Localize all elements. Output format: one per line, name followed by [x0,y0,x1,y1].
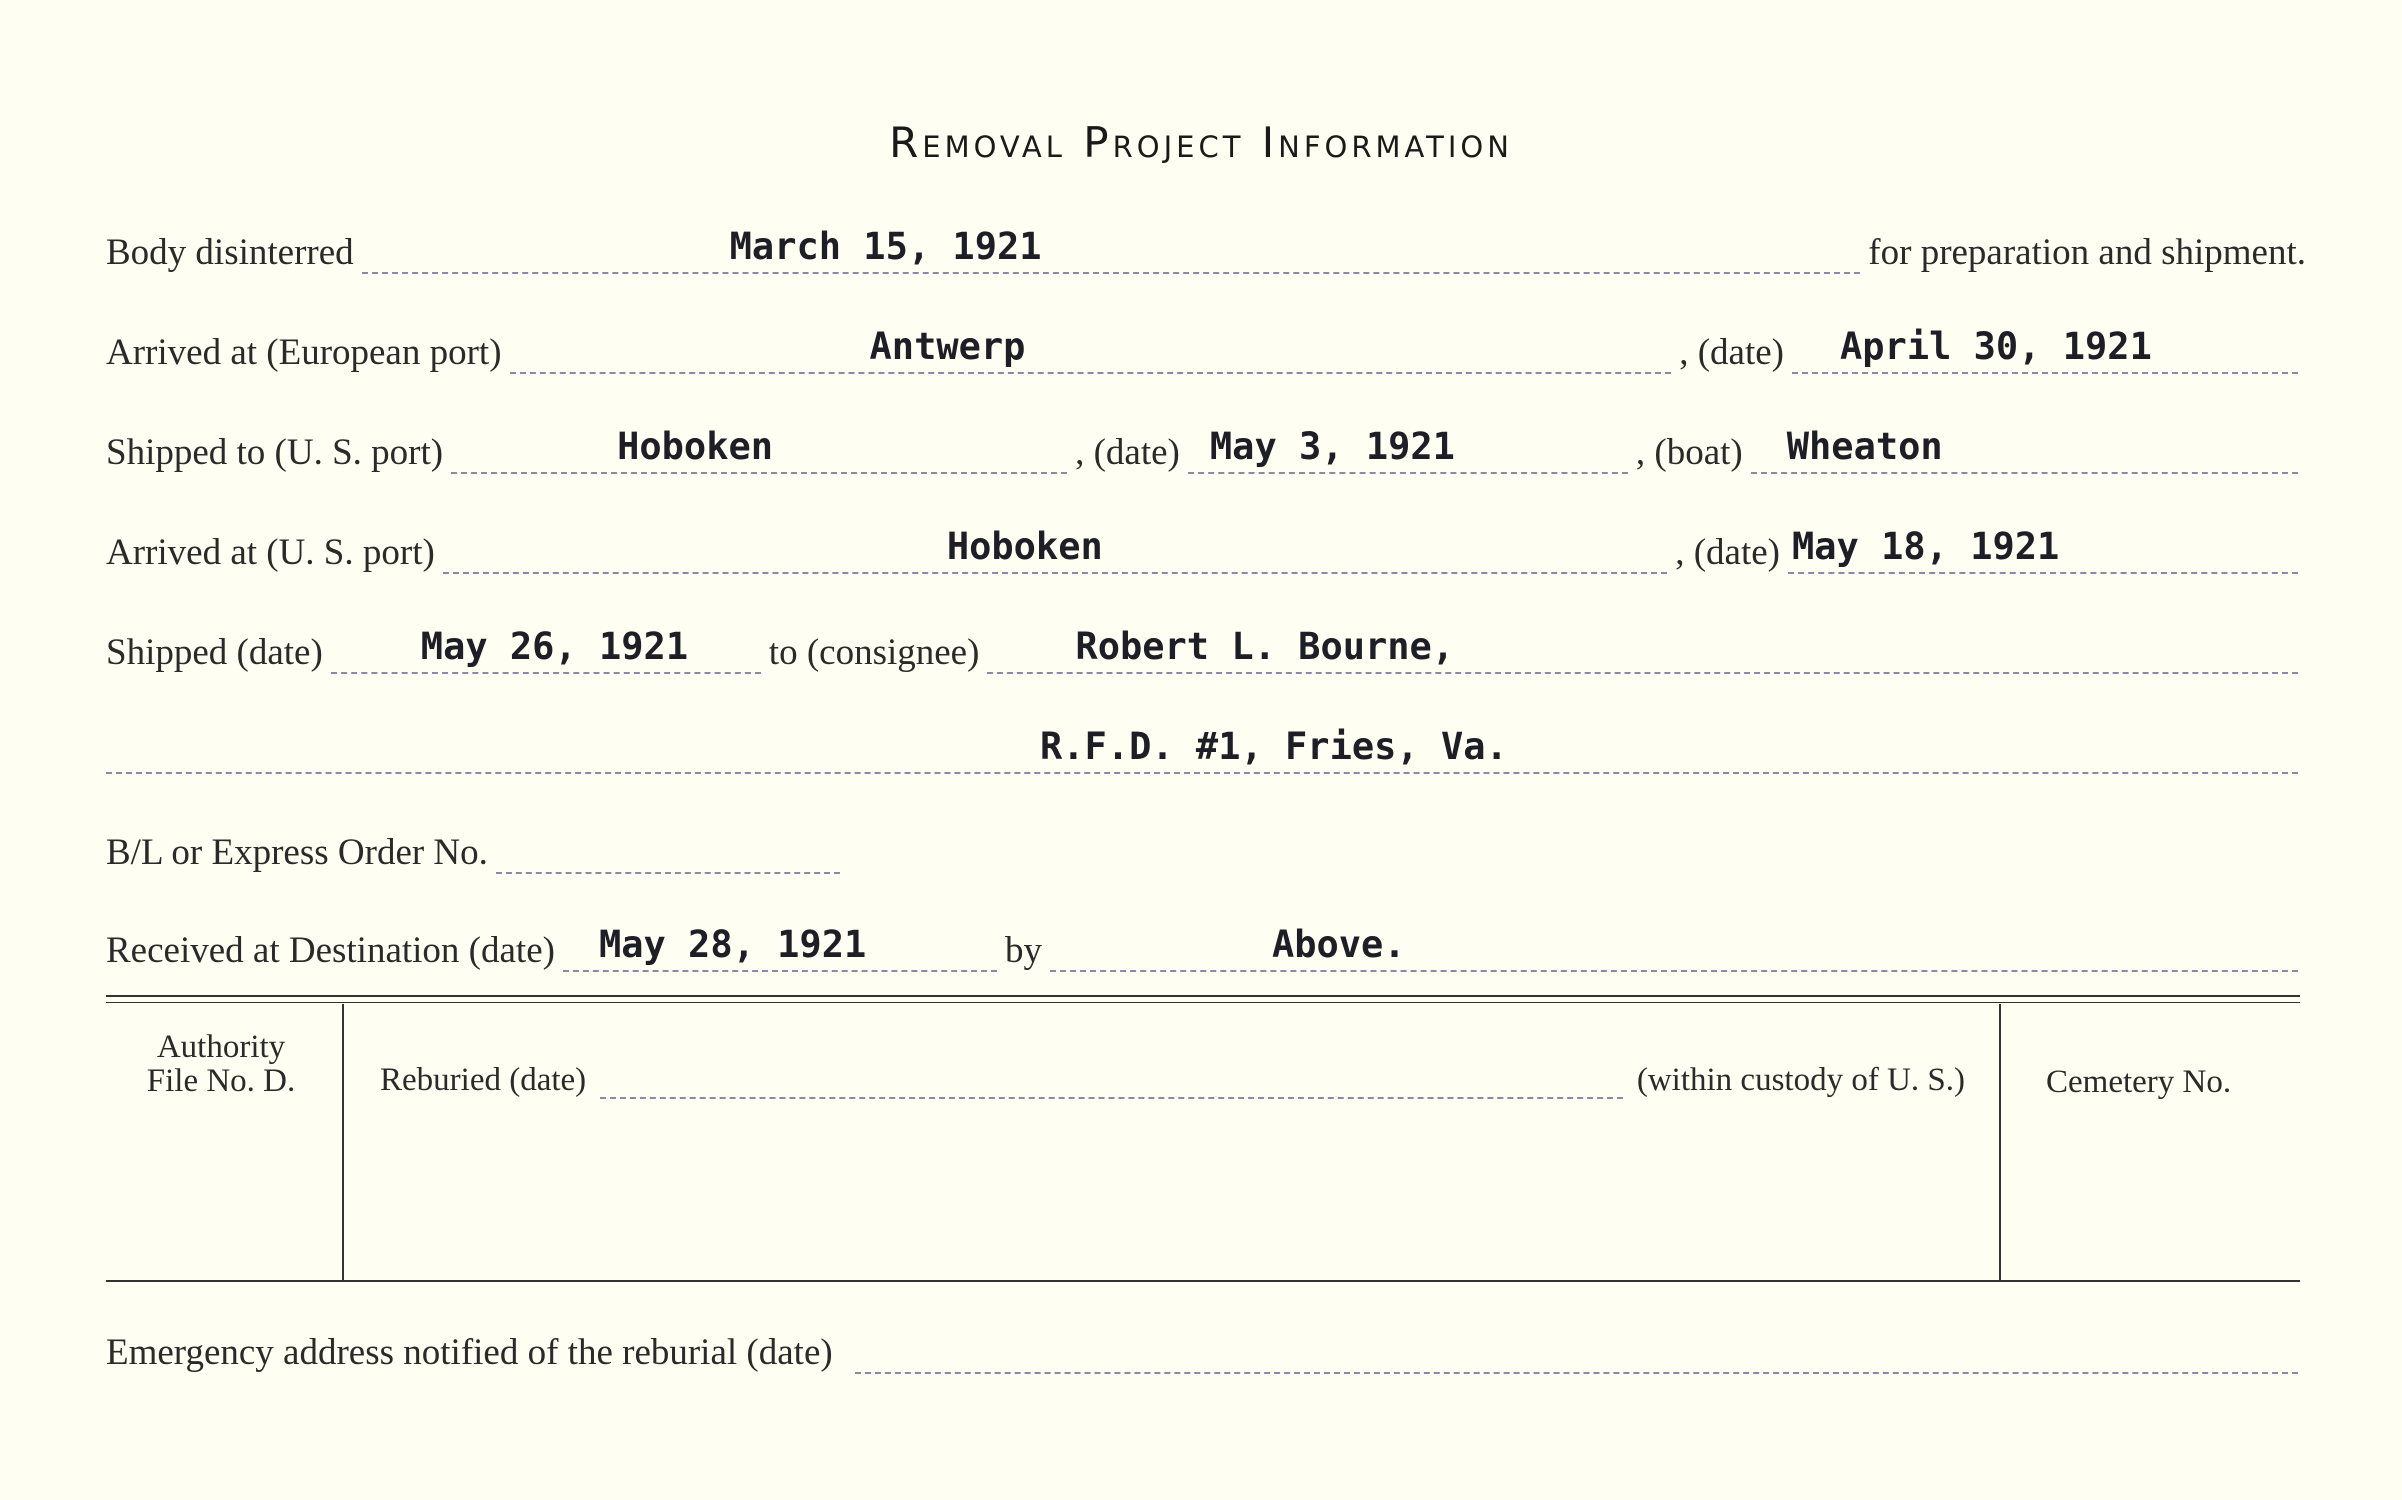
row-received [106,920,2306,972]
authority-line1: Authority [156,1029,286,1065]
box-top-rule [106,995,2300,997]
european-port-field[interactable] [510,325,1672,374]
consignee-field[interactable] [987,625,2298,674]
reburied-label: Reburied (date) [380,1062,587,1098]
shipped-us-date-value: May 3, 1921 [1209,425,1455,468]
row-bl-order [106,822,2306,874]
us-port-field[interactable] [451,425,1067,474]
arrived-us-port-value: Hoboken [946,525,1103,568]
consignee-address-field[interactable] [106,725,2298,774]
row-arrived-us [106,522,2306,574]
bl-order-field[interactable] [496,832,840,874]
received-date-value: May 28, 1921 [598,923,867,966]
boat-value: Wheaton [1786,425,1943,468]
shipped-us-date-field[interactable] [1188,425,1628,474]
received-by-value: Above. [1271,923,1406,966]
shipped-date-value: May 26, 1921 [420,625,689,668]
consignee-value: Robert L. Bourne, [1075,625,1455,668]
shipped-us-date-label: , (date) [1075,432,1180,473]
reburied-date-field[interactable] [600,1067,1623,1099]
consignee-address-value: R.F.D. #1, Fries, Va. [1040,725,1508,768]
consignee-label: to (consignee) [768,632,980,673]
body-disinterred-suffix: for preparation and shipment. [1868,232,2306,273]
row-arrived-european [106,322,2306,374]
arrived-us-date-value: May 18, 1921 [1792,525,2060,568]
us-port-value: Hoboken [617,425,774,468]
body-disinterred-label: Body disinterred [106,232,354,273]
row-consignee-address [106,722,2306,774]
authority-line2: File No. D. [146,1063,296,1099]
row-body-disinterred [106,222,2306,274]
european-port-value: Antwerp [869,325,1026,368]
row-shipped [106,622,2306,674]
arrived-european-date-field[interactable] [1792,325,2298,374]
box-bottom-rule [106,1280,2300,1282]
cemetery-no-label: Cemetery No. [2046,1064,2232,1100]
row-emergency [106,1322,2306,1374]
arrived-us-port-field[interactable] [443,525,1667,574]
shipped-date-label: Shipped (date) [106,632,323,673]
shipped-date-field[interactable] [331,625,761,674]
reburied-row [380,1062,1965,1099]
received-by-field[interactable] [1050,923,2298,972]
box-divider-right [1999,1004,2001,1280]
box-top-rule-inner [106,1002,2300,1003]
arrived-european-date-label: , (date) [1679,332,1784,373]
received-by-label: by [1004,930,1042,971]
shipped-us-label: Shipped to (U. S. port) [106,432,444,473]
emergency-label: Emergency address notified of the reburial (date) [106,1332,833,1373]
custody-label: (within custody of U. S.) [1636,1062,1965,1098]
page-title: Removal Project Information [889,118,1513,167]
arrived-us-date-label: , (date) [1675,532,1780,573]
box-divider-left [342,1004,344,1280]
body-disinterred-value: March 15, 1921 [729,225,1042,268]
arrived-european-date-value: April 30, 1921 [1840,325,2152,368]
arrived-us-date-field[interactable] [1788,525,2298,574]
shipped-us-boat-label: , (boat) [1635,432,1743,473]
authority-file-label [106,1030,336,1098]
bl-order-label: B/L or Express Order No. [106,832,488,873]
arrived-us-label: Arrived at (U. S. port) [106,532,435,573]
received-label: Received at Destination (date) [106,930,555,971]
received-date-field[interactable] [563,923,997,972]
row-shipped-us [106,422,2306,474]
emergency-date-field[interactable] [855,1332,2298,1374]
body-disinterred-field[interactable] [362,225,1861,274]
arrived-european-label: Arrived at (European port) [106,332,502,373]
boat-field[interactable] [1751,425,2298,474]
